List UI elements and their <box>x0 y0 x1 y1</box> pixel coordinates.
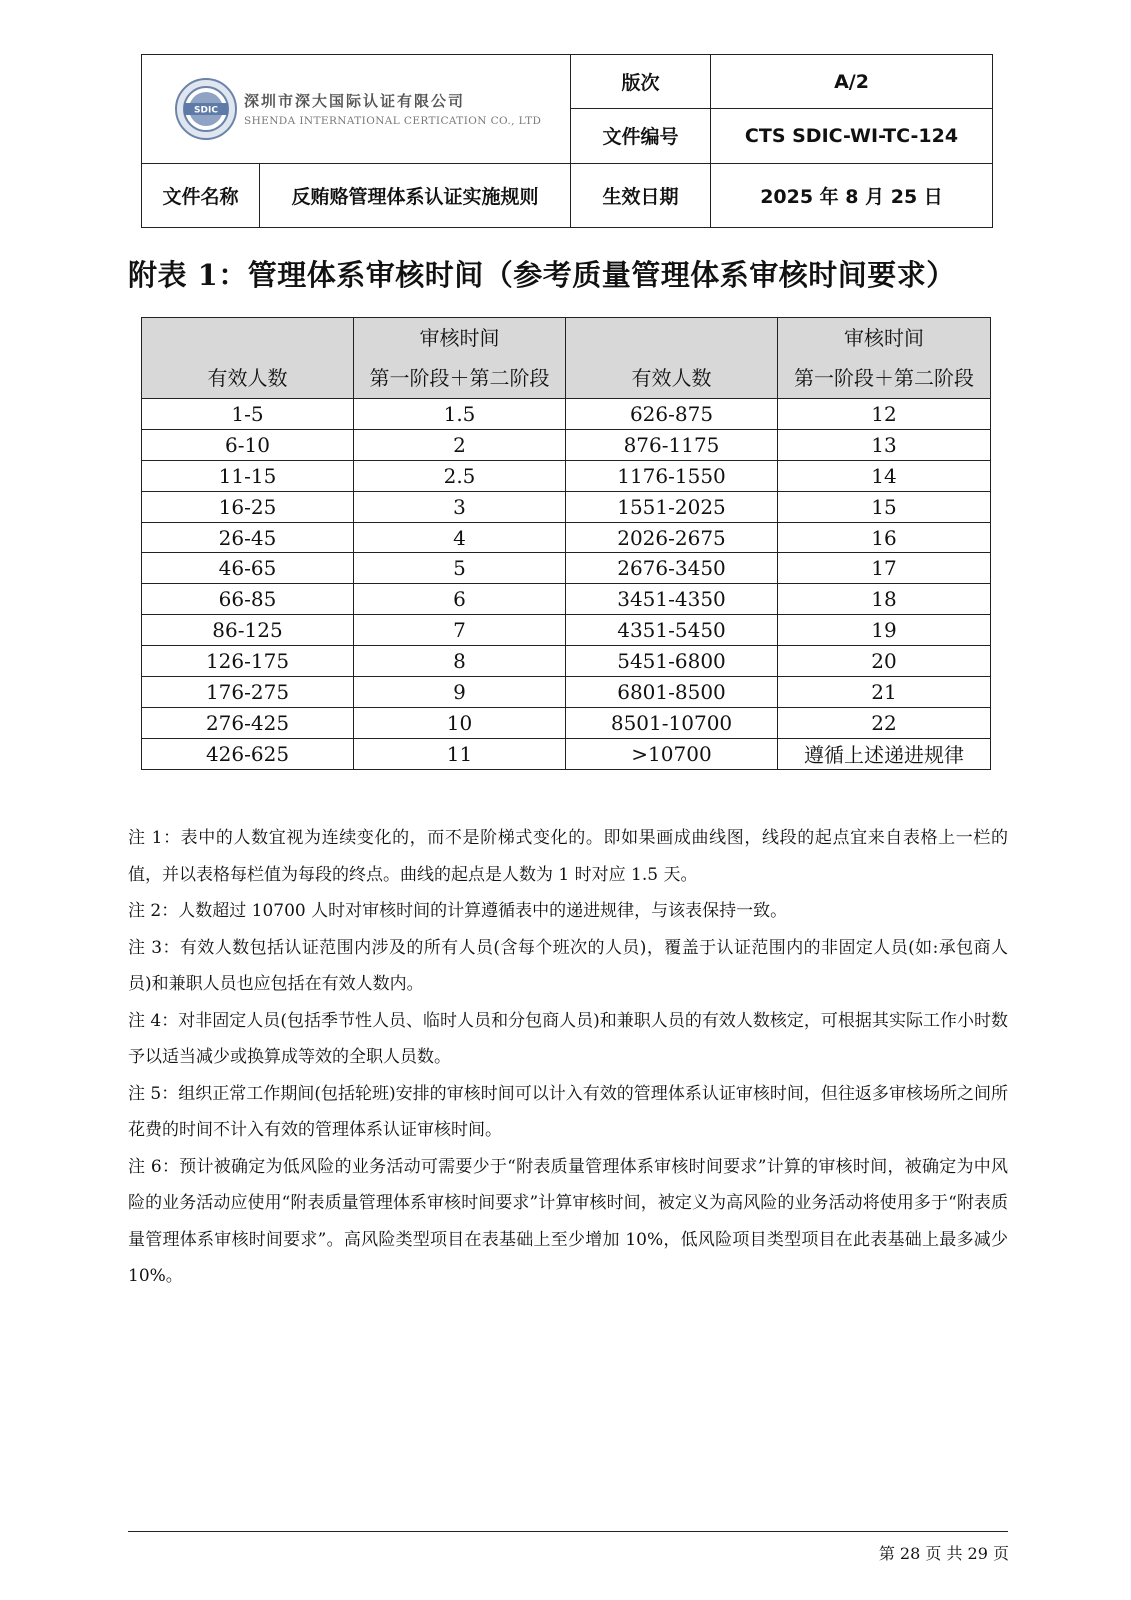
table-cell: 1551-2025 <box>566 491 778 522</box>
table-cell: 3451-4350 <box>566 584 778 615</box>
table-cell: 遵循上述递进规律 <box>778 738 991 769</box>
table-cell: 4 <box>354 522 566 553</box>
note-paragraph: 注 5：组织正常工作期间(包括轮班)安排的审核时间可以计入有效的管理体系认证审核时间，但往返多审核场所之间所花费的时间不计入有效的管理体系认证审核时间。 <box>128 1083 1008 1140</box>
effective-date-value: 2025 年 8 月 25 日 <box>711 163 993 227</box>
table-cell: 21 <box>778 677 991 708</box>
doc-name-label: 文件名称 <box>142 163 260 227</box>
table-cell: 46-65 <box>142 553 354 584</box>
svg-text:SDIC: SDIC <box>194 105 218 116</box>
version-label: 版次 <box>571 55 711 109</box>
table-cell: 876-1175 <box>566 429 778 460</box>
column-header <box>142 318 354 399</box>
table-cell: 2676-3450 <box>566 553 778 584</box>
table-row <box>142 460 991 491</box>
table-cell: 7 <box>354 615 566 646</box>
column-header-line1 <box>142 318 353 358</box>
table-row <box>142 677 991 708</box>
column-header <box>566 318 778 399</box>
table-cell: 16 <box>778 522 991 553</box>
doc-name-value: 反贿赂管理体系认证实施规则 <box>260 163 571 227</box>
table-cell: 19 <box>778 615 991 646</box>
doc-number-label: 文件编号 <box>571 109 711 163</box>
note-paragraph: 注 3：有效人数包括认证范围内涉及的所有人员(含每个班次的人员)，覆盖于认证范围内的非固定人员(如:承包商人员)和兼职人员也应包括在有效人数内。 <box>128 937 1008 994</box>
table-cell: 5451-6800 <box>566 646 778 677</box>
table-cell: 4351-5450 <box>566 615 778 646</box>
table-cell: 11-15 <box>142 460 354 491</box>
table-cell: 66-85 <box>142 584 354 615</box>
table-cell: 14 <box>778 460 991 491</box>
table-cell: 18 <box>778 584 991 615</box>
table-cell: 426-625 <box>142 738 354 769</box>
table-row <box>142 584 991 615</box>
column-header-line1 <box>566 318 777 358</box>
table-cell: 20 <box>778 646 991 677</box>
table-cell: 26-45 <box>142 522 354 553</box>
table-cell: 15 <box>778 491 991 522</box>
table-row <box>142 522 991 553</box>
note-paragraph: 注 1：表中的人数宜视为连续变化的，而不是阶梯式变化的。即如果画成曲线图，线段的起点宜来自表格上一栏的值，并以表格每栏值为每段的终点。曲线的起点是人数为 1 时对应 1.5 天。 <box>128 828 1008 885</box>
table-row <box>142 615 991 646</box>
company-name-cn: 深圳市深大国际认证有限公司 <box>244 92 466 111</box>
table-cell: 3 <box>354 491 566 522</box>
table-cell: 2 <box>354 429 566 460</box>
column-header-line2: 第一阶段＋第二阶段 <box>794 366 974 390</box>
effective-date-label: 生效日期 <box>571 163 711 227</box>
page-number: 第 28 页 共 29 页 <box>878 1544 1009 1563</box>
table-row <box>142 491 991 522</box>
column-header <box>778 318 991 399</box>
column-header <box>354 318 566 399</box>
column-header-line2: 有效人数 <box>207 366 288 390</box>
table-cell: 1.5 <box>354 399 566 430</box>
table-row <box>142 429 991 460</box>
table-cell: 6 <box>354 584 566 615</box>
version-value: A/2 <box>711 55 993 109</box>
table-cell: >10700 <box>566 738 778 769</box>
table-cell: 17 <box>778 553 991 584</box>
table-cell: 276-425 <box>142 707 354 738</box>
company-logo-icon <box>174 77 238 141</box>
table-cell: 2.5 <box>354 460 566 491</box>
table-row <box>142 553 991 584</box>
audit-time-table <box>141 317 991 770</box>
company-name-en: SHENDA INTERNATIONAL CERTICATION CO., LTD <box>244 115 542 128</box>
table-row <box>142 707 991 738</box>
note-paragraph: 注 2：人数超过 10700 人时对审核时间的计算遵循表中的递进规律，与该表保持一致。 <box>128 901 788 921</box>
table-cell: 6-10 <box>142 429 354 460</box>
table-cell: 1-5 <box>142 399 354 430</box>
table-cell: 13 <box>778 429 991 460</box>
table-row <box>142 646 991 677</box>
table-cell: 11 <box>354 738 566 769</box>
document-header-table <box>141 54 993 228</box>
company-logo-block <box>142 55 571 164</box>
note-paragraph: 注 6：预计被确定为低风险的业务活动可需要少于“附表质量管理体系审核时间要求”计算的审核时间，被确定为中风险的业务活动应使用“附表质量管理体系审核时间要求”计算审核时间，被定义为高风险的业务活动将使用多于“附表质量管理体系审核时间要求”。高风险类型项目在表基础上至少增加 10%，低风险项目类型项目在此表基础上最多减少 10%。 <box>128 1156 1008 1286</box>
table-cell: 8 <box>354 646 566 677</box>
table-cell: 626-875 <box>566 399 778 430</box>
table-cell: 2026-2675 <box>566 522 778 553</box>
table-cell: 176-275 <box>142 677 354 708</box>
table-row <box>142 738 991 769</box>
table-cell: 5 <box>354 553 566 584</box>
table-cell: 126-175 <box>142 646 354 677</box>
table-cell: 8501-10700 <box>566 707 778 738</box>
footer-divider <box>128 1531 1008 1532</box>
table-cell: 10 <box>354 707 566 738</box>
notes-section <box>128 820 1008 1295</box>
column-header-line2: 有效人数 <box>631 366 712 390</box>
table-cell: 12 <box>778 399 991 430</box>
column-header-line2: 第一阶段＋第二阶段 <box>369 366 550 390</box>
note-paragraph: 注 4：对非固定人员(包括季节性人员、临时人员和分包商人员)和兼职人员的有效人数核定，可根据其实际工作小时数予以适当减少或换算成等效的全职人员数。 <box>128 1010 1008 1067</box>
page-title: 附表 1：管理体系审核时间（参考质量管理体系审核时间要求） <box>128 258 956 292</box>
column-header-line1: 审核时间 <box>844 326 924 350</box>
table-cell: 9 <box>354 677 566 708</box>
doc-number-value: CTS SDIC-WI-TC-124 <box>711 109 993 163</box>
table-cell: 22 <box>778 707 991 738</box>
table-cell: 1176-1550 <box>566 460 778 491</box>
table-cell: 86-125 <box>142 615 354 646</box>
column-header-line1: 审核时间 <box>419 326 500 350</box>
table-cell: 16-25 <box>142 491 354 522</box>
table-row <box>142 399 991 430</box>
table-cell: 6801-8500 <box>566 677 778 708</box>
